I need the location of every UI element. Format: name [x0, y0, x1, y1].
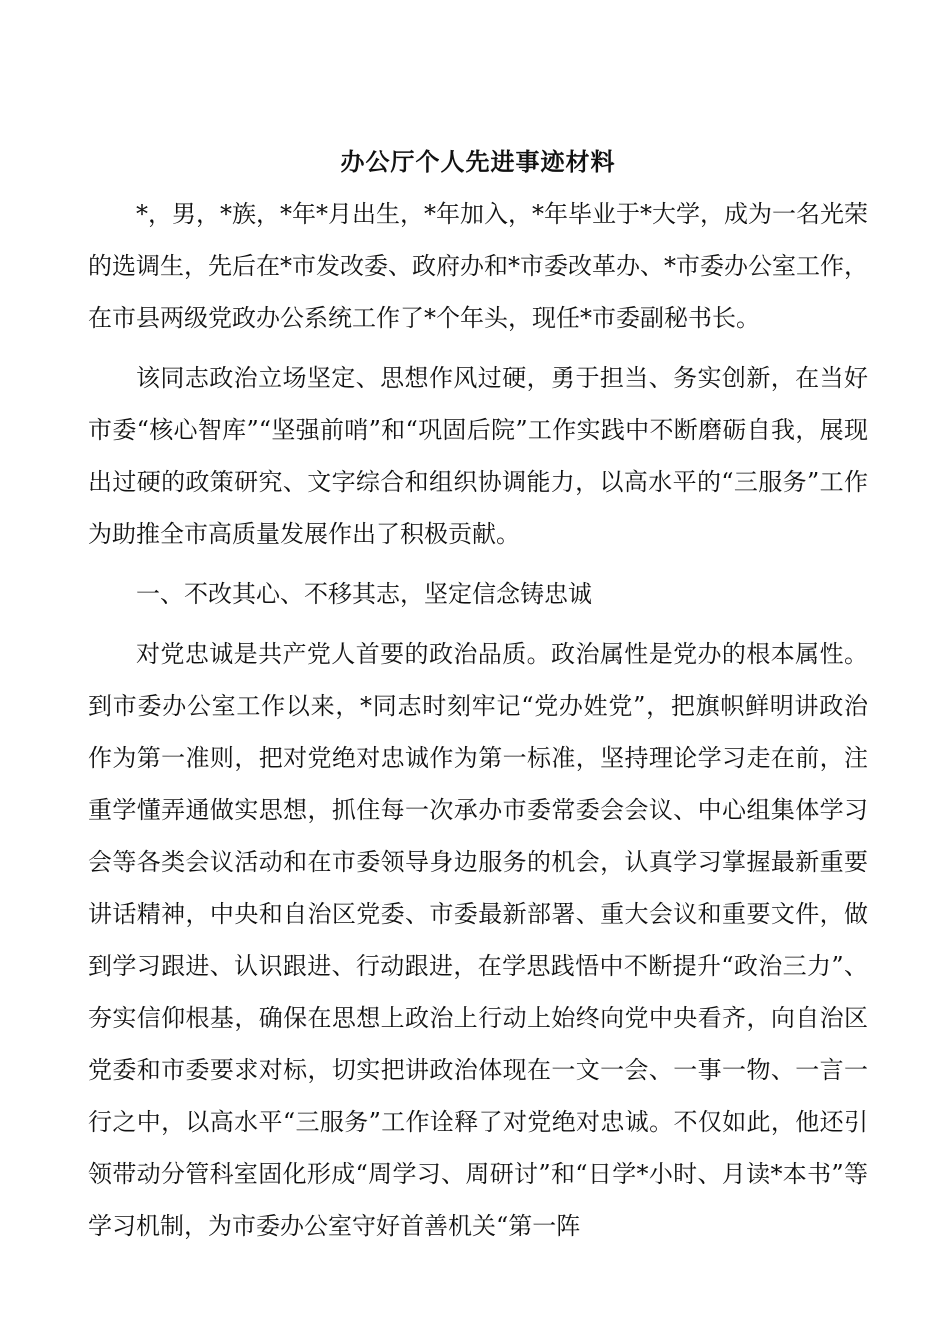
section-paragraph: 对党忠诚是共产党人首要的政治品质。政治属性是党办的根本属性。到市委办公室工作以来，*同志时刻牢记“党办姓党”，把旗帜鲜明讲政治作为第一准则，把对党绝对忠诚作为第一标准，坚持理论学习走在前，注重学懂弄通做实思想，抓住每一次承办市委常委会会议、中心组集体学习会等各类会议活动和在市委领导身边服务的机会，认真学习掌握最新重要讲话精神，中央和自治区党委、市委最新部署、重大会议和重要文件，做到学习跟进、认识跟进、行动跟进，在学思践悟中不断提升“政治三力”、夯实信仰根基，确保在思想上政治上行动上始终向党中央看齐，向自治区党委和市委要求对标，切实把讲政治体现在一文一会、一事一物、一言一行之中，以高水平“三服务”工作诠释了对党绝对忠诚。不仅如此，他还引领带动分管科室固化形成“周学习、周研讨”和“日学*小时、月读*本书”等学习机制，为市委办公室守好首善机关“第一阵	[88, 640, 868, 1240]
document-title: 办公厅个人先进事迹材料	[340, 147, 616, 176]
intro-paragraph: *，男，*族，*年*月出生，*年加入，*年毕业于*大学，成为一名光荣的选调生，先后在*市发改委、政府办和*市委改革办、*市委办公室工作，在市县两级党政办公系统工作了*个年头，现任*市委副秘书长。	[88, 200, 868, 332]
section-heading: 一、不改其心、不移其志，坚定信念铸忠诚	[136, 580, 592, 608]
summary-paragraph: 该同志政治立场坚定、思想作风过硬，勇于担当、务实创新，在当好市委“核心智库”“坚强前哨”和“巩固后院”工作实践中不断磨砺自我，展现出过硬的政策研究、文字综合和组织协调能力，以高水平的“三服务”工作为助推全市高质量发展作出了积极贡献。	[88, 364, 868, 548]
